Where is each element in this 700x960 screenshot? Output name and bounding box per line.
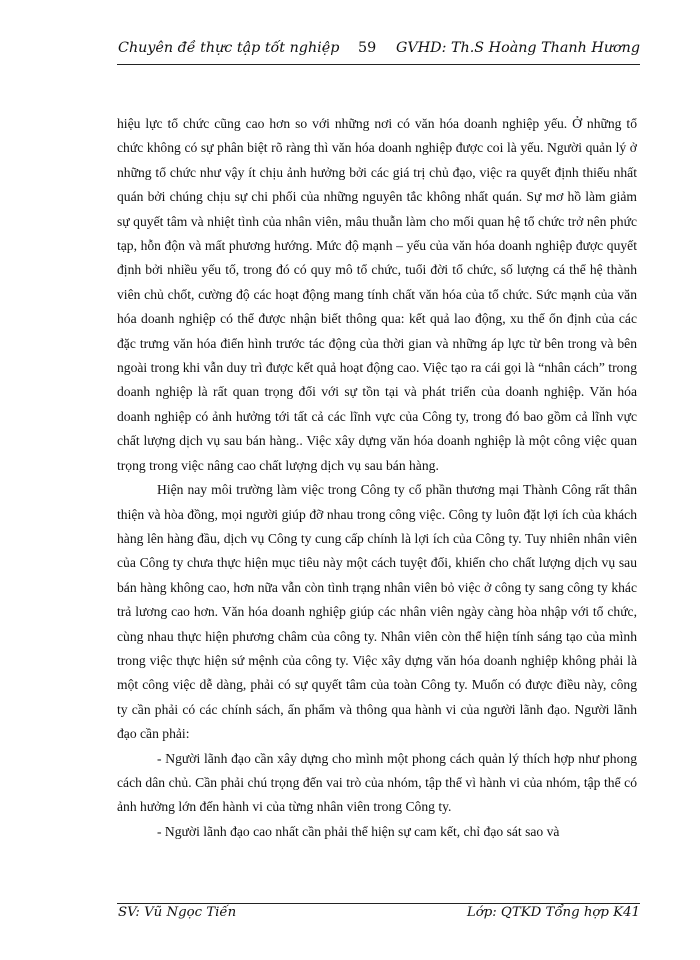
page-number: 59	[358, 40, 377, 56]
paragraph-1: hiệu lực tổ chức cũng cao hơn so với những nơi có văn hóa doanh nghiệp yếu. Ở những tổ chức không có sự phân biệt rõ ràng thì văn hóa doanh nghiệp được coi là yếu. Người quản lý ở những tổ chức như vậy ít chịu ảnh hưởng bởi các giá trị chủ đạo, việc ra quyết định thiếu nhất quán bởi chúng chịu sự chi phối của những nguyên tắc không nhất quán. Sự mơ hồ làm giảm sự quyết tâm và nhiệt tình của nhân viên, mâu thuẫn làm cho mối quan hệ tổ chức trở nên phức tạp, hỗn độn và mất phương hướng. Mức độ mạnh – yếu của văn hóa doanh nghiệp được quyết định bởi nhiều yếu tố, trong đó có quy mô tổ chức, tuổi đời tổ chức, số lượng cá thể hệ thành viên chủ chốt, cường độ các hoạt động mang tính chất văn hóa của tổ chức. Sức mạnh của văn hóa doanh nghiệp có thể được nhận biết thông qua: kết quả lao động, xu thế ổn định của các đặc trưng văn hóa điển hình trước tác động của thời gian và những áp lực từ bên trong và bên ngoài trong khi vẫn duy trì được kết quả hoạt động cao. Việc tạo ra cái gọi là “nhân cách” trong doanh nghiệp là rất quan trọng đối với sự tồn tại và phát triển của doanh nghiệp. Văn hóa doanh nghiệp có ảnh hưởng tới tất cả các lĩnh vực của Công ty, trong đó bao gồm cả lĩnh vực chất lượng dịch vụ sau bán hàng.. Việc xây dựng văn hóa doanh nghiệp là một công việc quan trọng trong việc nâng cao chất lượng dịch vụ sau bán hàng.	[117, 116, 637, 473]
page-footer	[118, 905, 640, 927]
footer-rule	[117, 903, 640, 904]
bullet-paragraph-1: - Người lãnh đạo cần xây dựng cho mình một phong cách quản lý thích hợp như phong cách dân chủ. Cần phải chú trọng đến vai trò của nhóm, tập thể vì hành vi của nhóm, tập thể có ảnh hưởng lớn đến hành vi của từng nhân viên trong Công ty.	[117, 750, 637, 815]
bullet-paragraph-2: - Người lãnh đạo cao nhất cần phải thể hiện sự cam kết, chỉ đạo sát sao và	[157, 823, 560, 839]
document-body	[117, 112, 637, 844]
footer-class: Lớp: QTKD Tổng hợp K41	[466, 905, 640, 920]
header-title: Chuyên đề thực tập tốt nghiệp	[118, 40, 340, 56]
header-advisor: GVHD: Th.S Hoàng Thanh Hương	[395, 40, 640, 56]
footer-student: SV: Vũ Ngọc Tiến	[118, 905, 237, 920]
paragraph-2: Hiện nay môi trường làm việc trong Công ty cổ phần thương mại Thành Công rất thân thiện và hòa đồng, mọi người giúp đỡ nhau trong công việc. Công ty luôn đặt lợi ích của khách hàng lên hàng đầu, dịch vụ Công ty cung cấp chính là lợi ích của Công ty. Tuy nhiên nhân viên của Công ty chưa thực hiện mục tiêu này một cách tuyệt đối, khiến cho chất lượng dịch vụ sau bán hàng không cao, hơn nữa vẫn còn tình trạng nhân viên bỏ việc ở công ty sang công ty khác trả lương cao hơn. Văn hóa doanh nghiệp giúp các nhân viên ngày càng hòa nhập với tổ chức, cùng nhau thực hiện phương châm của công ty. Nhân viên còn thể hiện tính sáng tạo của mình trong việc thực hiện sứ mệnh của công ty. Việc xây dựng văn hóa doanh nghiệp không phải là một công việc dễ dàng, phải có sự quyết tâm của toàn Công ty. Muốn có được điều này, công ty cần phải có các chính sách, ấn phẩm và thông qua hành vi của người lãnh đạo. Người lãnh đạo cần phải:	[117, 482, 637, 742]
header-rule	[117, 64, 640, 65]
page-header	[118, 40, 640, 62]
